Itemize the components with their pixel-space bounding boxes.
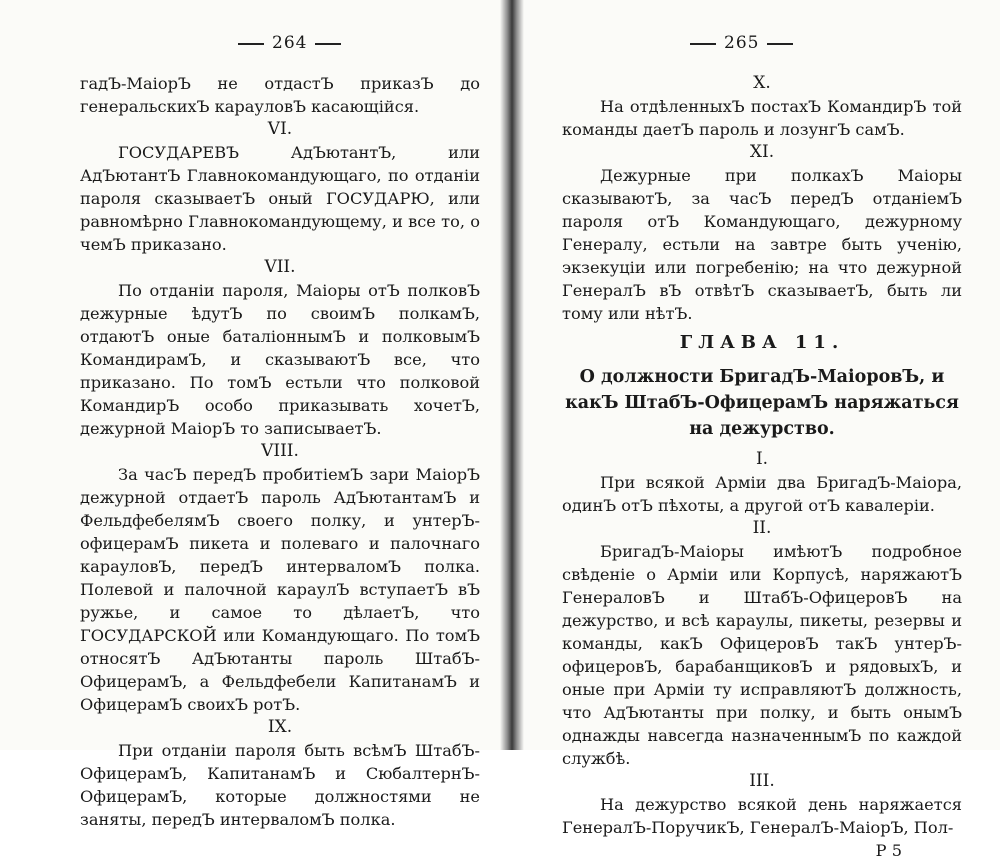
paragraph: При всякой Армiи два БригадЪ-Маiора, одинЪ отЪ пѣхоты, а другой отЪ кавалерiи. (562, 473, 962, 515)
paragraph: За часЪ передЪ пробитiемЪ зари МаiорЪ дежурной отдаетЪ пароль АдЪютантамЪ и ФельдфебелямЪ своего полку, и унтерЪ-офицерамЪ пикета и полеваго и палочнаго карауловЪ, передЪ интерваломЪ полка. Полевой и палочной караулЪ вступаетЪ вЪ ружье, и самое то дѣлаетЪ, что ГОСУДАРСКОЙ или Командующаго. По томЪ относятЪ АдЪютанты пароль ШтабЪ-ОфицерамЪ, а Фельдфебели КапитанамЪ и ОфицерамЪ своихЪ ротЪ. (80, 465, 480, 714)
paragraph: На отдѣленныхЪ постахЪ КомандирЪ той команды даетЪ пароль и лозунгЪ самЪ. (562, 97, 962, 139)
section-number: I. (755, 449, 769, 469)
paragraph: По отданiи пароля, Маiоры отЪ полковЪ дежурные ѣдутЪ по своимЪ полкамЪ, отдаютЪ оные баталiоннымЪ и полковымЪ КомандирамЪ, и сказываютЪ все, что приказано. По томЪ естьли что полковой КомандирЪ особо приказывать хочетЪ, дежурной МаiорЪ то записываетЪ. (80, 281, 480, 438)
section-number: IX. (267, 717, 293, 737)
chapter-heading: ГЛАВА 11. (679, 332, 845, 353)
paragraph: На дежурство всякой день наряжается ГенералЪ-ПоручикЪ, ГенералЪ-МаiорЪ, Пол- (562, 795, 962, 837)
paragraph: При отданiи пароля быть всѣмЪ ШтабЪ-ОфицерамЪ, КапитанамЪ и СюбалтернЪ-ОфицерамЪ, которые должностями не заняты, передЪ интерваломЪ полка. (80, 741, 480, 829)
right-page (524, 0, 1000, 860)
section-number: X. (753, 73, 771, 93)
book-gutter (500, 0, 524, 750)
chapter-title: О должности БригадЪ-МаiоровЪ, и какЪ ШтабЪ-ОфицерамЪ наряжаться на дежурство. (565, 367, 959, 439)
signature-mark: Р 5 (875, 841, 902, 860)
left-page (0, 0, 500, 829)
page-number-right: 265 (682, 33, 801, 53)
section-number: III. (749, 771, 775, 791)
section-number: VI. (267, 119, 293, 139)
section-number: VIII. (261, 441, 299, 461)
right-page-text (562, 72, 962, 862)
paragraph: БригадЪ-Маiоры имѣютЪ подробное свѣденiе о Армiи или Корпусѣ, наряжаютЪ ГенераловЪ и ШтабЪ-ОфицеровЪ на дежурство, и всѣ караулы, пикеты, резервы и команды, какЪ ОфицеровЪ такЪ унтерЪ-офицеровЪ, барабанщиковЪ и рядовыхЪ, и оные при Армiи ту исправляютЪ должность, что АдЪютанты при полку, и быть онымЪ однажды навсегда назначеннымЪ по каждой службѣ. (562, 542, 962, 768)
section-number: II. (752, 518, 772, 538)
page-number-left: 264 (230, 33, 349, 53)
section-number: XI. (749, 142, 775, 162)
section-number: VII. (264, 257, 296, 277)
left-page-text (80, 72, 480, 831)
paragraph: Дежурные при полкахЪ Маiоры сказываютЪ, за часЪ передЪ отданiемЪ пароля отЪ Командующаго, дежурному Генералу, естьли на завтре быть ученiю, экзекуцiи или погребенiю; на что дежурной ГенералЪ вЪ отвѣтЪ сказываетЪ, быть ли тому или нѣтЪ. (562, 166, 962, 323)
paragraph: ГОСУДАРЕВЪ АдЪютантЪ, или АдЪютантЪ Главнокомандующаго, по отданiи пароля сказываетЪ оный ГОСУДАРЮ, или равномѣрно Главнокомандующему, и все то, о чемЪ приказано. (80, 143, 480, 254)
paragraph: гадЪ-МаiорЪ не отдастЪ приказЪ до генеральскихЪ карауловЪ касающiйся. (80, 74, 480, 116)
